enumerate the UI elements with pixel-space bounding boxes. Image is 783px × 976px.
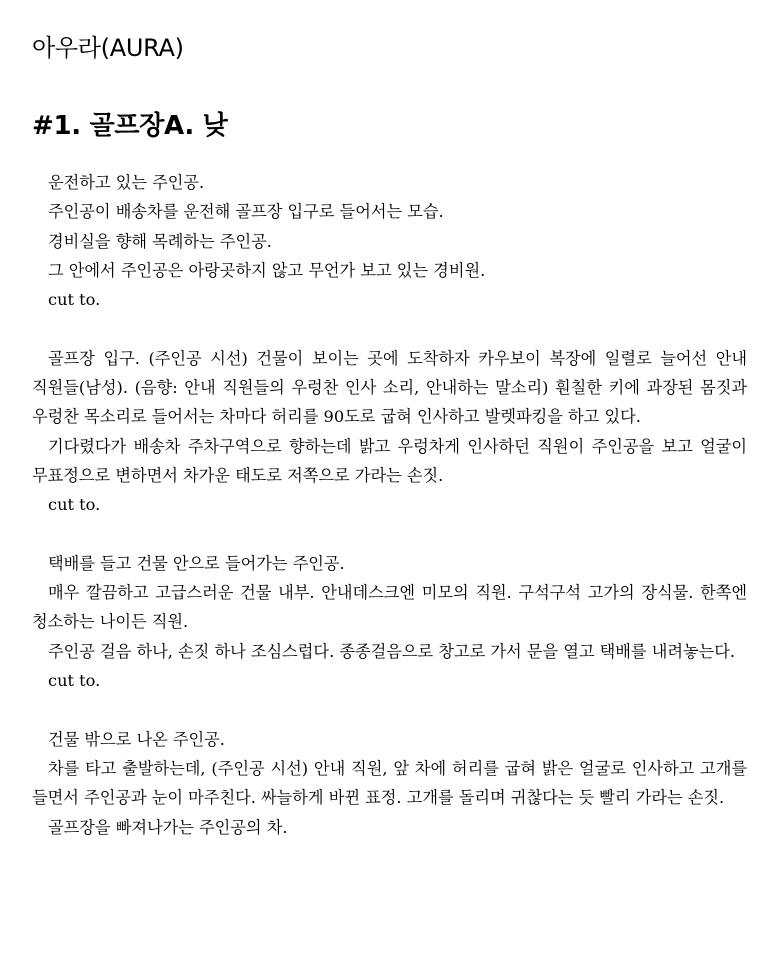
action-line: 운전하고 있는 주인공. bbox=[48, 173, 205, 192]
transition-cut-to: cut to. bbox=[48, 671, 101, 691]
action-line: 건물 밖으로 나온 주인공. bbox=[48, 729, 225, 749]
action-line: 기다렸다가 배송차 주차구역으로 향하는데 밝고 우렁차게 인사하던 직원이 주인공을 보고 얼굴이 무표정으로 변하면서 차가운 태도로 저쪽으로 가라는 손짓. bbox=[32, 436, 747, 485]
action-block-4 bbox=[32, 725, 747, 842]
document-title: 아우라(AURA) bbox=[32, 34, 184, 62]
action-line: 택배를 들고 건물 안으로 들어가는 주인공. bbox=[48, 553, 345, 573]
action-line: 차를 타고 출발하는데, (주인공 시선) 안내 직원, 앞 차에 허리를 굽혀 밝은 얼굴로 인사하고 고개를 들면서 주인공과 눈이 마주친다. 싸늘하게 바뀐 표정. 고개를 돌리며 귀찮다는 듯 빨리 가라는 손짓. bbox=[32, 758, 747, 808]
transition-cut-to: cut to. bbox=[48, 495, 101, 515]
action-line: 주인공이 배송차를 운전해 골프장 입구로 들어서는 모습. bbox=[48, 202, 444, 222]
action-block-2 bbox=[32, 344, 747, 520]
action-line: 골프장을 빠져나가는 주인공의 차. bbox=[48, 817, 288, 837]
action-line: 경비실을 향해 목례하는 주인공. bbox=[48, 231, 272, 251]
action-block-1 bbox=[32, 168, 747, 314]
action-block-3 bbox=[32, 549, 747, 695]
scene-heading: #1. 골프장A. 낮 bbox=[32, 111, 228, 141]
scene-body bbox=[32, 168, 747, 842]
transition-cut-to: cut to. bbox=[48, 290, 101, 310]
action-line: 주인공 걸음 하나, 손짓 하나 조심스럽다. 종종걸음으로 창고로 가서 문을 열고 택배를 내려놓는다. bbox=[48, 641, 736, 661]
action-line: 매우 깔끔하고 고급스러운 건물 내부. 안내데스크엔 미모의 직원. 구석구석 고가의 장식물. 한쪽엔 청소하는 나이든 직원. bbox=[32, 583, 747, 632]
action-line: 골프장 입구. (주인공 시선) 건물이 보이는 곳에 도착하자 카우보이 복장에 일렬로 늘어선 안내 직원들(남성). (음향: 안내 직원들의 우렁찬 인사 소리, 안내하는 말소리) 훤칠한 키에 과장된 몸짓과 우렁찬 목소리로 들어서는 차마다 허리를 90도로 굽혀 인사하고 발렛파킹을 하고 있다. bbox=[32, 348, 747, 427]
action-line: 그 안에서 주인공은 아랑곳하지 않고 무언가 보고 있는 경비원. bbox=[48, 260, 486, 280]
